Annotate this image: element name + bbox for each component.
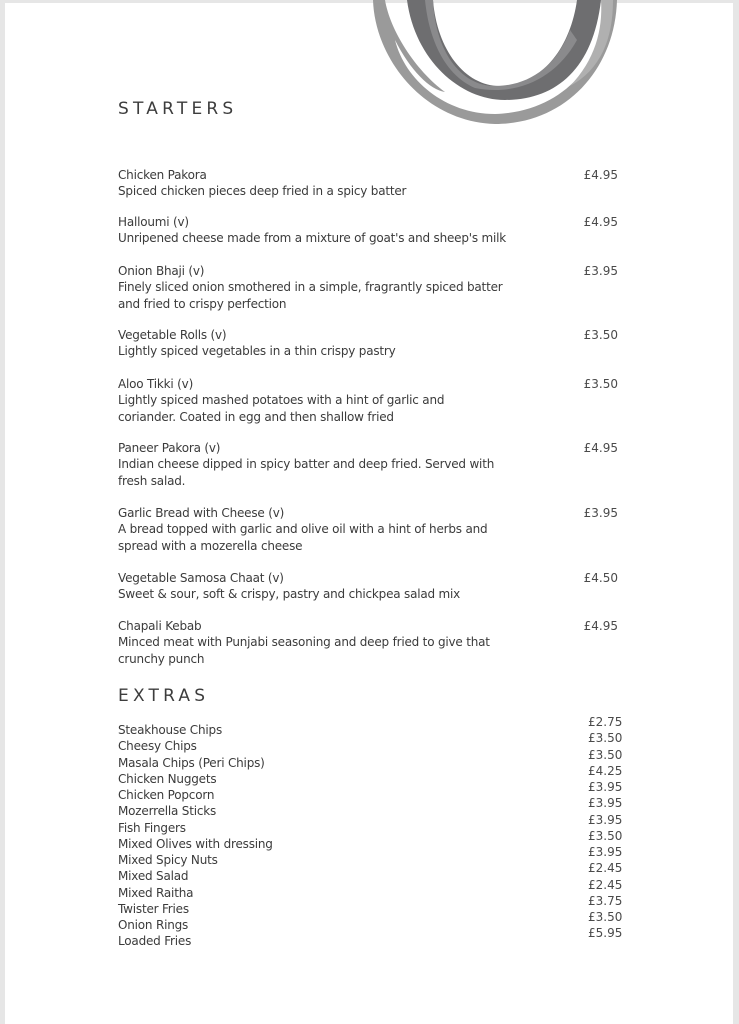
item-description: A bread topped with garlic and olive oil with a hint of herbs and spread with a mozerella cheese bbox=[118, 522, 488, 553]
item-description: Minced meat with Punjabi seasoning and deep fried to give that crunchy punch bbox=[118, 635, 490, 666]
extras-item-name: Cheesy Chips bbox=[118, 739, 197, 754]
extras-item-name: Fish Fingers bbox=[118, 820, 186, 835]
item-name: Vegetable Rolls (v) bbox=[118, 328, 227, 342]
item-description: Spiced chicken pieces deep fried in a spicy batter bbox=[118, 184, 407, 199]
extras-heading: EXTRAS bbox=[118, 686, 210, 706]
extras-item-price: £3.50 bbox=[588, 828, 623, 843]
item-price: £3.50 bbox=[583, 377, 618, 391]
item-price: £4.95 bbox=[583, 215, 618, 229]
item-name: Garlic Bread with Cheese (v) bbox=[118, 506, 285, 520]
starters-heading: STARTERS bbox=[118, 99, 238, 119]
menu-item-vegetable-rolls bbox=[118, 327, 628, 360]
item-description: Sweet & sour, soft & crispy, pastry and chickpea salad mix bbox=[118, 587, 461, 602]
item-description: Lightly spiced mashed potatoes with a hint of garlic and coriander. Coated in egg and then shallow fried bbox=[118, 393, 445, 424]
item-description: Unripened cheese made from a mixture of goat's and sheep's milk bbox=[118, 231, 507, 246]
extras-item-name: Onion Rings bbox=[118, 918, 189, 932]
item-name: Chicken Pakora bbox=[118, 168, 207, 182]
extras-item-price: £3.95 bbox=[588, 780, 623, 794]
extras-item-price: £5.95 bbox=[588, 926, 623, 941]
item-name: Chapali Kebab bbox=[118, 619, 202, 633]
item-name: Onion Bhaji (v) bbox=[118, 264, 205, 278]
menu-item-garlic-bread-with-cheese bbox=[118, 505, 628, 554]
menu-item-vegetable-samosa-chaat bbox=[118, 570, 628, 603]
item-name: Paneer Pakora (v) bbox=[118, 441, 221, 455]
extras-item-name: Masala Chips (Peri Chips) bbox=[118, 755, 265, 770]
extras-item-prices bbox=[588, 714, 623, 942]
item-price: £3.50 bbox=[583, 328, 618, 342]
item-name: Vegetable Samosa Chaat (v) bbox=[118, 571, 284, 585]
extras-item-name: Loaded Fries bbox=[118, 934, 192, 949]
extras-item-name: Mixed Raitha bbox=[118, 885, 194, 900]
extras-item-price: £3.50 bbox=[588, 731, 623, 746]
extras-item-name: Chicken Nuggets bbox=[118, 771, 217, 786]
extras-item-price: £2.75 bbox=[588, 715, 623, 729]
extras-item-name: Mixed Olives with dressing bbox=[118, 836, 273, 851]
menu-item-onion-bhaji bbox=[118, 263, 628, 312]
item-description: Indian cheese dipped in spicy batter and deep fried. Served with fresh salad. bbox=[118, 457, 495, 488]
extras-item-price: £3.95 bbox=[588, 812, 623, 827]
extras-item-price: £2.45 bbox=[588, 877, 623, 892]
item-price: £4.95 bbox=[583, 168, 618, 182]
extras-item-price: £3.75 bbox=[588, 893, 623, 908]
item-price: £4.50 bbox=[583, 571, 618, 585]
extras-item-price: £2.45 bbox=[588, 861, 623, 876]
extras-item-name: Mixed Salad bbox=[118, 869, 189, 884]
extras-item-name: Steakhouse Chips bbox=[118, 723, 222, 737]
item-name: Halloumi (v) bbox=[118, 215, 189, 229]
extras-item-names bbox=[118, 722, 273, 950]
extras-item-name: Mozerrella Sticks bbox=[118, 804, 217, 819]
extras-item-name: Mixed Spicy Nuts bbox=[118, 853, 218, 867]
item-description: Finely sliced onion smothered in a simple, fragrantly spiced batter and fried to crispy perfection bbox=[118, 280, 503, 311]
extras-item-price: £3.50 bbox=[588, 747, 623, 762]
item-price: £3.95 bbox=[583, 264, 618, 278]
circular-swoosh-logo-icon bbox=[365, 0, 625, 130]
item-price: £3.95 bbox=[583, 506, 618, 520]
extras-item-name: Chicken Popcorn bbox=[118, 788, 215, 802]
item-price: £4.95 bbox=[583, 619, 618, 633]
extras-item-name: Twister Fries bbox=[118, 901, 189, 916]
menu-item-chicken-pakora bbox=[118, 167, 628, 200]
menu-item-chapali-kebab bbox=[118, 618, 628, 667]
extras-item-price: £3.95 bbox=[588, 845, 623, 859]
menu-item-paneer-pakora bbox=[118, 440, 628, 489]
item-name: Aloo Tikki (v) bbox=[118, 377, 194, 391]
extras-item-price: £3.95 bbox=[588, 796, 623, 811]
item-description: Lightly spiced vegetables in a thin crispy pastry bbox=[118, 344, 396, 359]
extras-item-price: £4.25 bbox=[588, 763, 623, 778]
extras-item-price: £3.50 bbox=[588, 910, 623, 924]
menu-item-aloo-tikki bbox=[118, 376, 628, 425]
item-price: £4.95 bbox=[583, 441, 618, 455]
menu-item-halloumi bbox=[118, 214, 628, 247]
